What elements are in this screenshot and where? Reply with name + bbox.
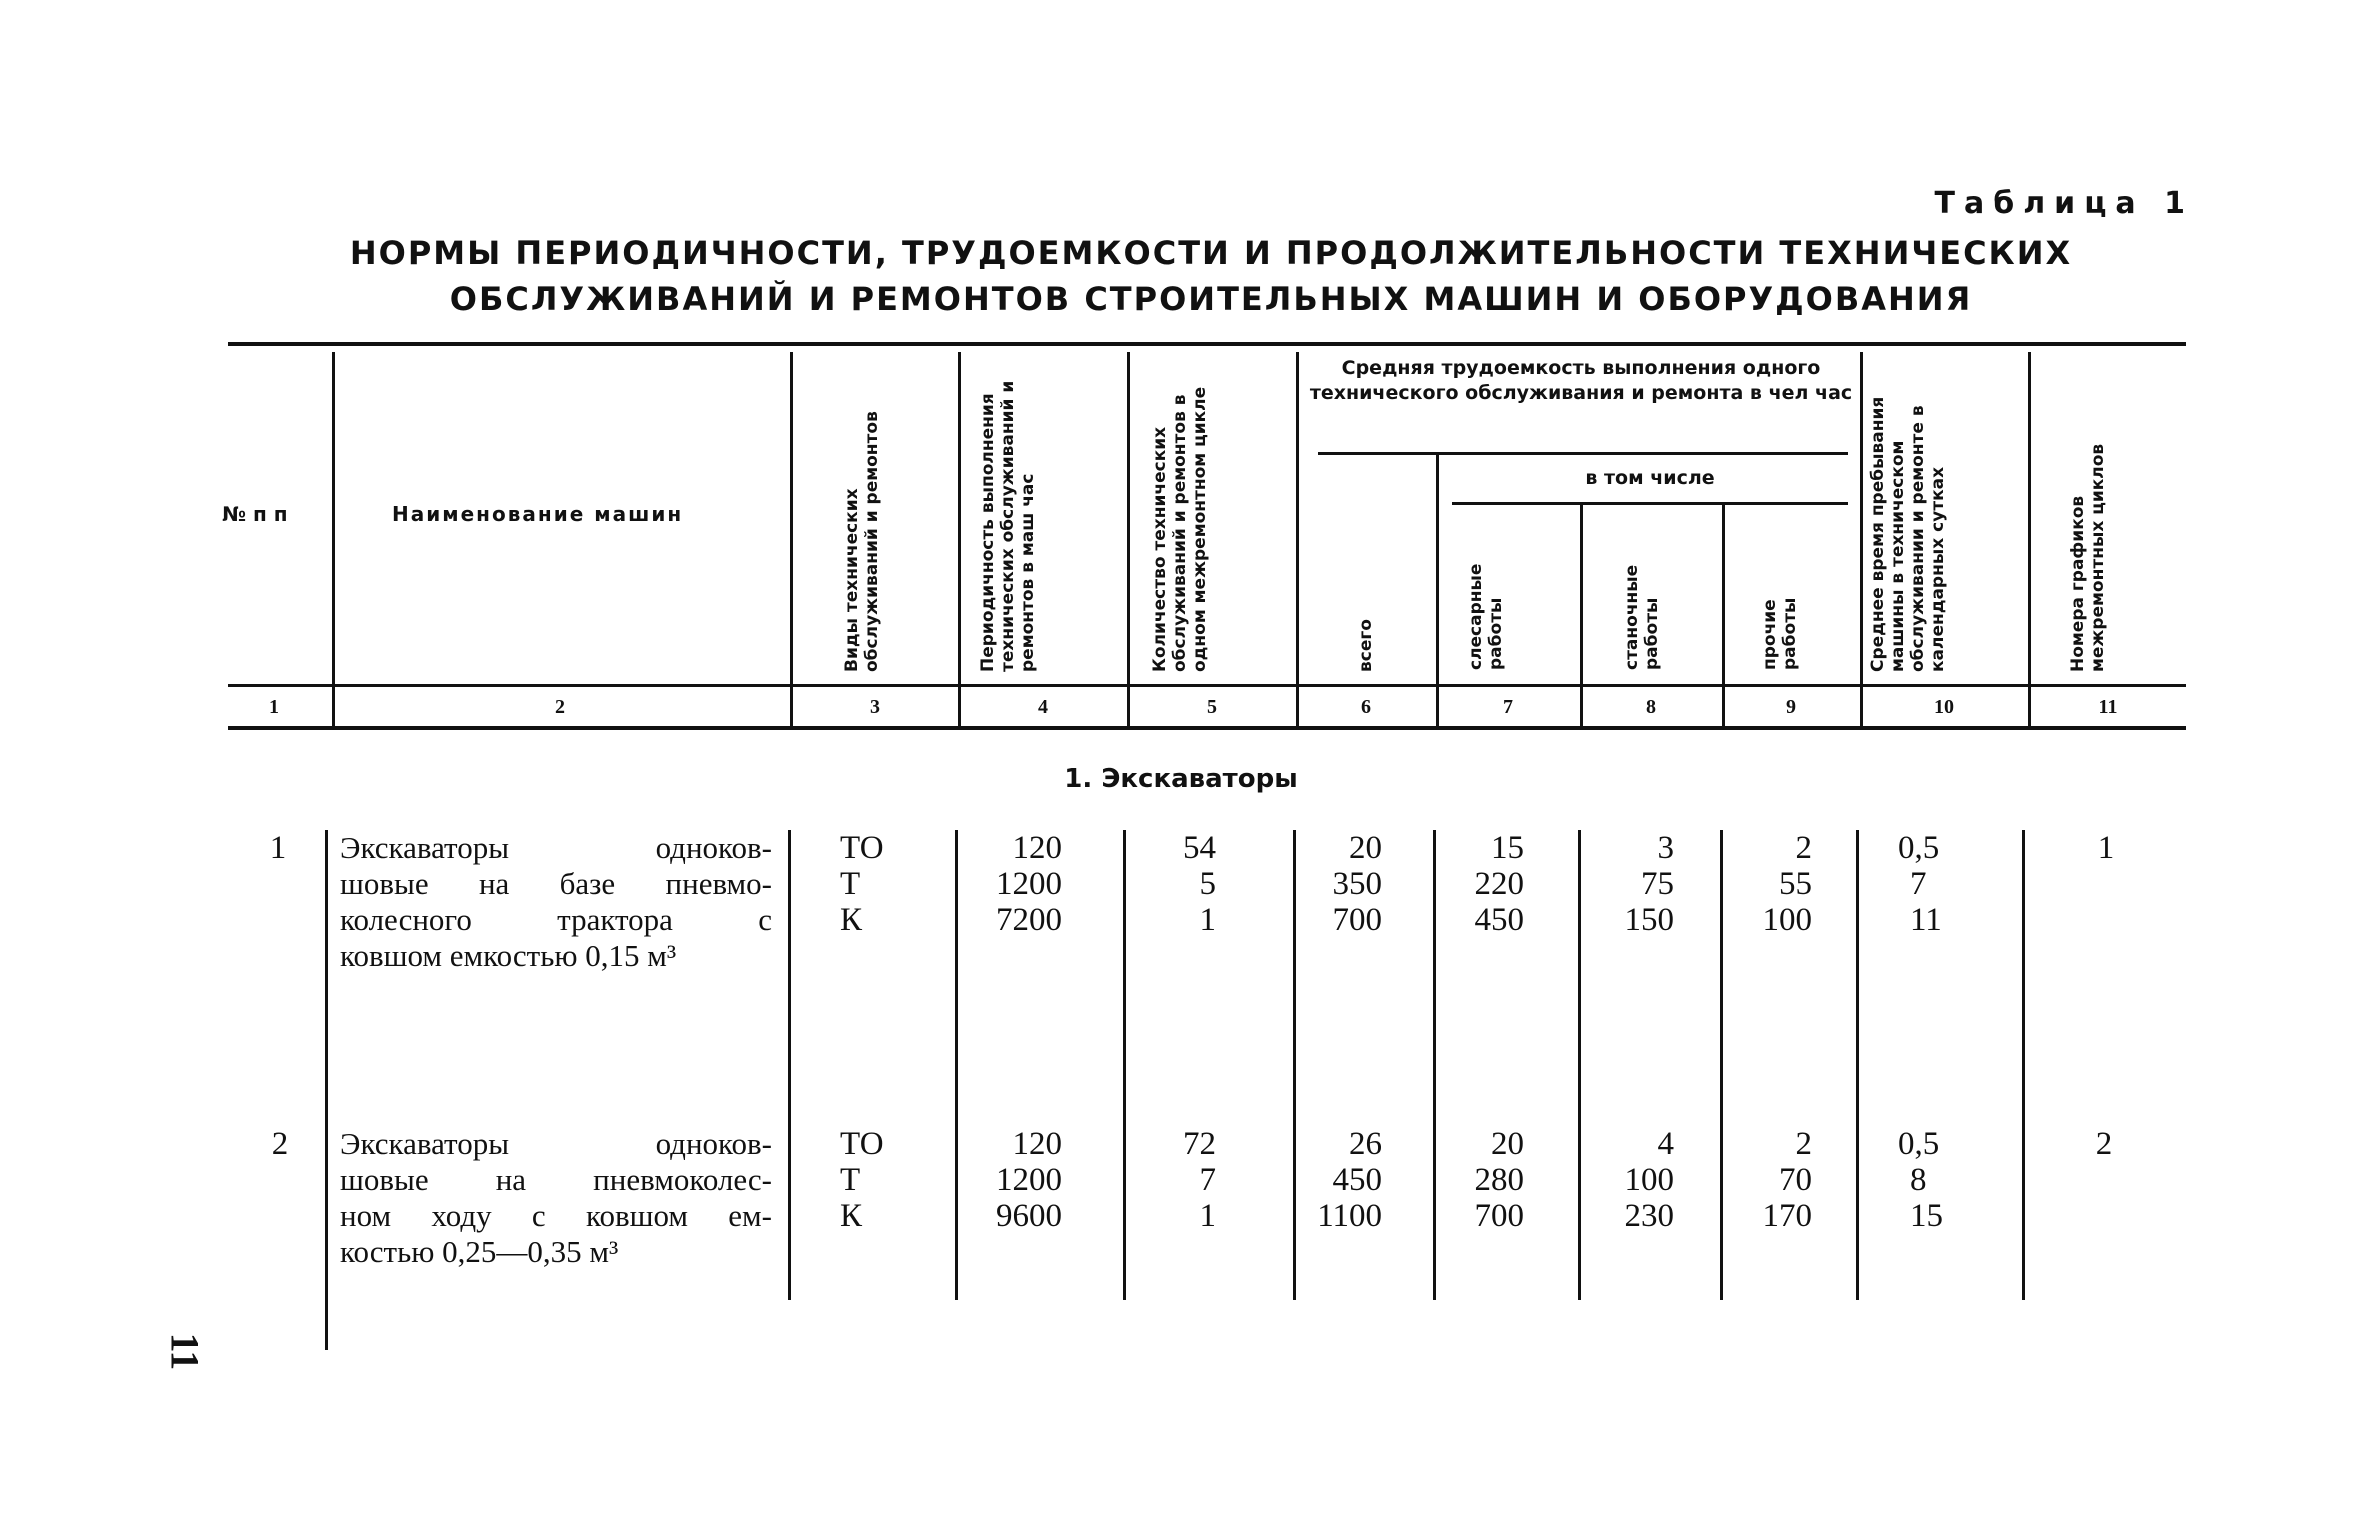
service-count-value: 7	[1199, 1162, 1216, 1198]
header-divider	[1436, 455, 1439, 728]
other-labor-value: 2	[1795, 1126, 1812, 1162]
total-labor-values	[1300, 830, 1382, 938]
header-divider	[1580, 505, 1583, 728]
column-number: 7	[1503, 696, 1513, 718]
machine-name-line: Экскаваторы одноков-	[340, 1126, 772, 1161]
service-type: ТО	[840, 1126, 884, 1162]
service-count-value: 72	[1183, 1126, 1216, 1162]
downtime-value: 0,5	[1898, 1126, 1940, 1162]
downtime-value: 7	[1910, 866, 1927, 902]
other-labor-values	[1730, 830, 1812, 938]
subgroup-rule	[1452, 502, 1848, 505]
col-header-downtime: Среднее время пребывания машины в техническом обслуживании и ремонте в календарных сутках	[1868, 396, 1948, 672]
column-number: 8	[1646, 696, 1656, 718]
total-labor-value: 700	[1332, 902, 1382, 938]
col-header-number: № п п	[222, 502, 288, 526]
body-divider	[1123, 830, 1126, 1300]
table-title-line-2: ОБСЛУЖИВАНИЙ И РЕМОНТОВ СТРОИТЕЛЬНЫХ МАШИН И ОБОРУДОВАНИЯ	[449, 280, 1973, 318]
col-header-service-count: Количество технических обслуживаний и ремонтов в одном межремонтном цикле	[1150, 386, 1210, 672]
column-number: 10	[1934, 696, 1954, 718]
column-number: 2	[555, 696, 565, 718]
col-header-machining: станочные работы	[1622, 564, 1662, 670]
body-divider	[788, 830, 791, 1300]
total-labor-value: 450	[1332, 1162, 1382, 1198]
header-divider	[1296, 352, 1299, 728]
body-divider	[1293, 830, 1296, 1300]
periodicity-value: 1200	[996, 866, 1062, 902]
group-rule	[1318, 452, 1848, 455]
graph-number: 1	[2097, 830, 2115, 866]
col-header-service-types: Виды технических обслуживаний и ремонтов	[842, 411, 882, 672]
machine-name-line: шовые на пневмоколес-	[340, 1162, 772, 1197]
body-divider	[1433, 830, 1436, 1300]
col-header-including: в том числе	[1585, 467, 1715, 489]
service-count-value: 5	[1199, 866, 1216, 902]
other-labor-values	[1730, 1126, 1812, 1234]
fitting-labor-values	[1440, 1126, 1524, 1234]
column-number: 3	[870, 696, 880, 718]
service-count-values	[1140, 1126, 1216, 1234]
machining-labor-value: 150	[1624, 902, 1674, 938]
downtime-values	[1898, 830, 1988, 938]
service-count-value: 54	[1183, 830, 1216, 866]
downtime-value: 11	[1910, 902, 1942, 938]
body-divider	[325, 830, 328, 1350]
column-number: 4	[1038, 696, 1048, 718]
body-divider	[1856, 830, 1859, 1300]
header-top-rule	[228, 342, 2186, 346]
total-labor-value: 350	[1332, 866, 1382, 902]
machine-name-line: шовые на базе пневмо-	[340, 866, 772, 901]
header-divider	[790, 352, 793, 728]
machining-labor-value: 4	[1657, 1126, 1674, 1162]
fitting-labor-value: 220	[1474, 866, 1524, 902]
machine-name	[340, 1126, 772, 1270]
periodicity-value: 9600	[996, 1198, 1062, 1234]
machining-labor-values	[1590, 830, 1674, 938]
service-type: Т	[840, 866, 861, 902]
machining-labor-value: 3	[1657, 830, 1674, 866]
periodicity-values	[970, 1126, 1062, 1234]
periodicity-values	[970, 830, 1062, 938]
machine-name-line: колесного трактора с	[340, 902, 772, 937]
service-count-value: 1	[1199, 902, 1216, 938]
periodicity-value: 120	[1012, 1126, 1062, 1162]
service-type: К	[840, 1198, 863, 1234]
service-type: ТО	[840, 830, 884, 866]
periodicity-value: 7200	[996, 902, 1062, 938]
col-header-machine-name: Наименование машин	[392, 502, 684, 526]
periodicity-value: 120	[1012, 830, 1062, 866]
column-numbers-rule	[228, 726, 2186, 730]
total-labor-value: 20	[1349, 830, 1382, 866]
machining-labor-value: 100	[1624, 1162, 1674, 1198]
body-divider	[1578, 830, 1581, 1300]
graph-number: 2	[2095, 1126, 2113, 1162]
total-labor-values	[1300, 1126, 1382, 1234]
table-title-line-1: НОРМЫ ПЕРИОДИЧНОСТИ, ТРУДОЕМКОСТИ И ПРОДОЛЖИТЕЛЬНОСТИ ТЕХНИЧЕСКИХ	[349, 234, 2073, 272]
machine-name-line: костью 0,25—0,35 м³	[340, 1234, 619, 1269]
other-labor-value: 2	[1795, 830, 1812, 866]
table-label: Таблица 1	[1934, 186, 2194, 221]
other-labor-value: 170	[1762, 1198, 1812, 1234]
service-count-values	[1140, 830, 1216, 938]
fitting-labor-value: 450	[1474, 902, 1524, 938]
column-number: 5	[1207, 696, 1217, 718]
body-divider	[955, 830, 958, 1300]
col-header-graph-numbers: Номера графиков межремонтных циклов	[2068, 443, 2108, 672]
column-number: 11	[2098, 696, 2118, 718]
downtime-value: 15	[1910, 1198, 1943, 1234]
service-count-value: 1	[1199, 1198, 1216, 1234]
col-header-other: прочие работы	[1760, 597, 1800, 670]
machine-name-line: Экскаваторы одноков-	[340, 830, 772, 865]
machining-labor-value: 230	[1624, 1198, 1674, 1234]
col-header-periodicity: Периодичность выполнения технических обслуживаний и ремонтов в маш час	[978, 380, 1038, 672]
body-divider	[2022, 830, 2025, 1300]
fitting-labor-value: 280	[1474, 1162, 1524, 1198]
header-divider	[1860, 352, 1863, 728]
col-header-total: всего	[1356, 619, 1376, 672]
header-divider	[958, 352, 961, 728]
service-types	[840, 1126, 910, 1234]
row-number: 1	[269, 830, 287, 866]
row-number: 2	[271, 1126, 289, 1162]
downtime-value: 0,5	[1898, 830, 1940, 866]
fitting-labor-value: 20	[1491, 1126, 1524, 1162]
body-divider	[1720, 830, 1723, 1300]
col-header-fitting: слесарные работы	[1466, 563, 1506, 670]
other-labor-value: 70	[1779, 1162, 1812, 1198]
page-number: 11	[162, 1332, 208, 1371]
service-type: К	[840, 902, 863, 938]
machining-labor-values	[1590, 1126, 1674, 1234]
section-title: 1. Экскаваторы	[1064, 764, 1298, 794]
column-number: 6	[1361, 696, 1371, 718]
other-labor-value: 100	[1762, 902, 1812, 938]
periodicity-value: 1200	[996, 1162, 1062, 1198]
header-divider	[1722, 505, 1725, 728]
total-labor-value: 1100	[1317, 1198, 1382, 1234]
fitting-labor-value: 15	[1491, 830, 1524, 866]
column-number: 1	[269, 696, 279, 718]
machine-name-line: ковшом емкостью 0,15 м³	[340, 938, 677, 973]
service-types	[840, 830, 910, 938]
total-labor-value: 26	[1349, 1126, 1382, 1162]
header-divider	[1127, 352, 1130, 728]
col-header-labor-group: Средняя трудоемкость выполнения одного технического обслуживания и ремонта в чел час	[1309, 357, 1853, 404]
header-divider	[2028, 352, 2031, 728]
downtime-value: 8	[1910, 1162, 1927, 1198]
fitting-labor-values	[1440, 830, 1524, 938]
column-number: 9	[1786, 696, 1796, 718]
machine-name	[340, 830, 772, 974]
service-type: Т	[840, 1162, 861, 1198]
header-bottom-rule	[228, 684, 2186, 687]
machining-labor-value: 75	[1641, 866, 1674, 902]
machine-name-line: ном ходу с ковшом ем-	[340, 1198, 772, 1233]
downtime-values	[1898, 1126, 1988, 1234]
fitting-labor-value: 700	[1474, 1198, 1524, 1234]
other-labor-value: 55	[1779, 866, 1812, 902]
header-divider	[332, 352, 335, 728]
